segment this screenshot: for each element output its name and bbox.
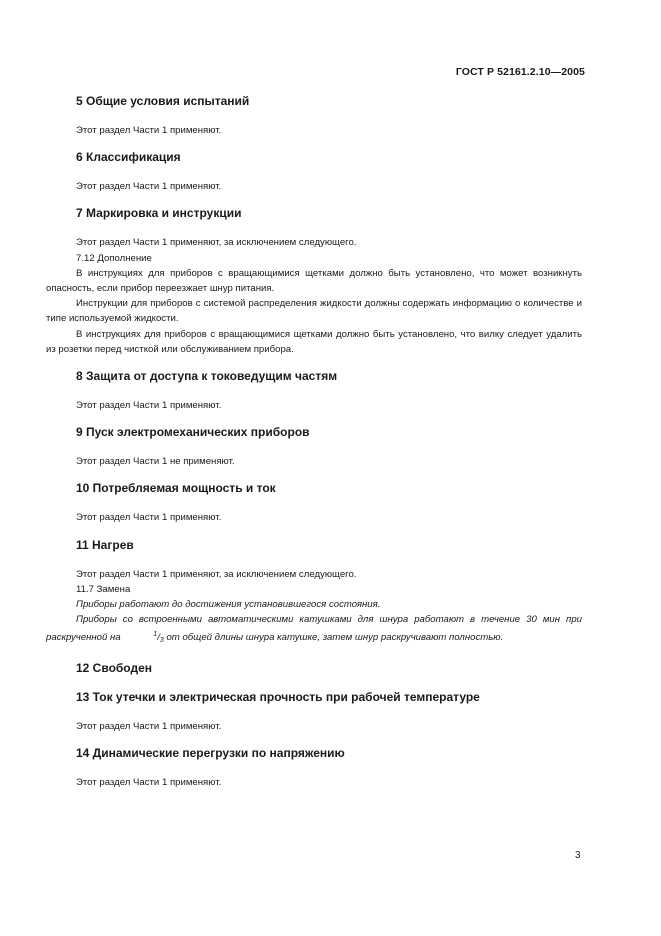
section-6-title: 6 Классификация	[76, 150, 181, 165]
page-number: 3	[575, 850, 581, 861]
section-7-paragraph-2: Инструкции для приборов с системой распределения жидкости должны содержать информацию о количестве и типе используемой жидкости.	[46, 298, 582, 325]
section-9-title: 9 Пуск электромеханических приборов	[76, 425, 310, 440]
section-12-title: 12 Свободен	[76, 660, 153, 675]
section-7-subheading: 7.12 Дополнение	[76, 252, 152, 264]
section-7-text: Этот раздел Части 1 применяют, за исключением следующего.	[76, 237, 357, 249]
section-11-subheading: 11.7 Замена	[76, 583, 131, 595]
section-11-paragraph-2	[46, 612, 582, 648]
section-11-paragraph-2-end: от общей длины шнура катушке, затем шнур раскручивают полностью.	[163, 632, 504, 644]
section-11-paragraph-2-start: Приборы со встроенными автоматическими катушками для шнура работают в течение 30 мин при раскрученной на	[46, 614, 582, 644]
section-10-title: 10 Потребляемая мощность и ток	[76, 481, 276, 496]
section-7-paragraph-3: В инструкциях для приборов с вращающимися щетками должно быть установлено, что вилку следует удалить из розетки перед чисткой или обслуживанием прибора.	[46, 328, 582, 355]
section-7-title: 7 Маркировка и инструкции	[76, 206, 242, 221]
section-6-text: Этот раздел Части 1 применяют.	[76, 181, 222, 193]
section-14-title: 14 Динамические перегрузки по напряжению	[76, 745, 345, 760]
section-7-paragraph-1: В инструкциях для приборов с вращающимися щетками должно быть установлено, что может возникнуть опасность, если прибор переезжает шнур питания.	[46, 267, 582, 295]
section-5-title: 5 Общие условия испытаний	[76, 94, 250, 108]
section-13-title: 13 Ток утечки и электрическая прочность при рабочей температуре	[76, 689, 480, 704]
fraction-numerator: 1	[153, 631, 158, 639]
section-5-text: Этот раздел Части 1 применяют.	[76, 125, 222, 136]
one-third-fraction: $^1/_3$	[153, 631, 164, 645]
section-11-text: Этот раздел Части 1 применяют, за исключением следующего.	[76, 568, 357, 580]
document-body	[46, 92, 582, 790]
section-11-paragraph-1: Приборы работают до достижения установившегося состояния.	[76, 599, 381, 611]
section-10-text: Этот раздел Части 1 применяют.	[76, 512, 222, 524]
section-14-text: Этот раздел Части 1 применяют.	[76, 776, 222, 788]
section-11-title: 11 Нагрев	[76, 537, 134, 552]
fraction-denominator: 3	[159, 637, 164, 645]
section-8-text: Этот раздел Части 1 применяют.	[76, 400, 222, 412]
section-8-title: 8 Защита от доступа к токоведущим частям	[76, 369, 338, 384]
section-13-text: Этот раздел Части 1 применяют.	[76, 720, 222, 732]
document-header: ГОСТ Р 52161.2.10—2005	[455, 66, 585, 78]
section-9-text: Этот раздел Части 1 не применяют.	[76, 456, 235, 468]
